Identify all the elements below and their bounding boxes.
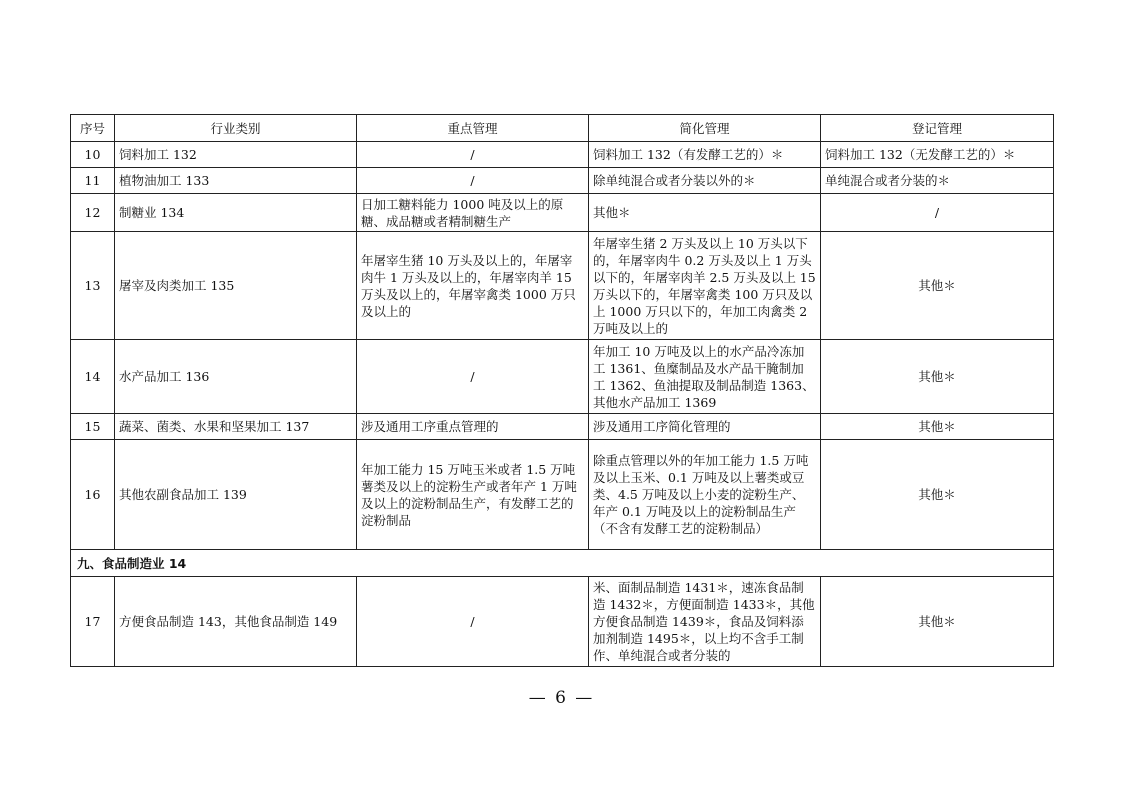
header-registration-management: 登记管理 [821, 115, 1054, 142]
row-num: 11 [71, 168, 115, 194]
row-register: 其他＊ [821, 577, 1054, 667]
row-key: 年屠宰生猪 10 万头及以上的，年屠宰肉牛 1 万头及以上的，年屠宰肉羊 15 万头及以上的，年屠宰禽类 1000 万只及以上的 [357, 232, 589, 340]
table-row [71, 168, 1054, 194]
row-key: / [357, 168, 589, 194]
row-simple: 涉及通用工序简化管理的 [589, 414, 821, 440]
header-simplified-management: 简化管理 [589, 115, 821, 142]
row-key: 年加工能力 15 万吨玉米或者 1.5 万吨薯类及以上的淀粉生产或者年产 1 万吨及以上的淀粉制品生产，有发酵工艺的淀粉制品 [357, 440, 589, 550]
row-simple: 除单纯混合或者分装以外的＊ [589, 168, 821, 194]
row-register: 饲料加工 132（无发酵工艺的）＊ [821, 142, 1054, 168]
row-simple: 饲料加工 132（有发酵工艺的）＊ [589, 142, 821, 168]
row-key: / [357, 340, 589, 414]
table-row [71, 440, 1054, 550]
table-header-row [71, 115, 1054, 142]
row-industry: 饲料加工 132 [115, 142, 357, 168]
header-num: 序号 [71, 115, 115, 142]
table-row [71, 142, 1054, 168]
section-heading-row [71, 550, 1054, 577]
row-register: 其他＊ [821, 440, 1054, 550]
row-register: 单纯混合或者分装的＊ [821, 168, 1054, 194]
table-row [71, 232, 1054, 340]
row-num: 10 [71, 142, 115, 168]
row-industry: 其他农副食品加工 139 [115, 440, 357, 550]
row-register: 其他＊ [821, 414, 1054, 440]
table-row [71, 340, 1054, 414]
table-row [71, 414, 1054, 440]
page-number: — 6 — [528, 688, 595, 708]
row-register: 其他＊ [821, 232, 1054, 340]
row-industry: 蔬菜、菌类、水果和坚果加工 137 [115, 414, 357, 440]
row-simple: 年加工 10 万吨及以上的水产品冷冻加工 1361、鱼糜制品及水产品干腌制加工 1362、鱼油提取及制品制造 1363、其他水产品加工 1369 [589, 340, 821, 414]
row-simple: 米、面制品制造 1431＊，速冻食品制造 1432＊，方便面制造 1433＊，其他方便食品制造 1439＊，食品及饲料添加剂制造 1495＊，以上均不含手工制作、单纯混合或者分装的 [589, 577, 821, 667]
row-industry: 制糖业 134 [115, 194, 357, 232]
row-industry: 方便食品制造 143，其他食品制造 149 [115, 577, 357, 667]
row-simple: 年屠宰生猪 2 万头及以上 10 万头以下的，年屠宰肉牛 0.2 万头及以上 1 万头以下的，年屠宰肉羊 2.5 万头及以上 15 万头以下的，年屠宰禽类 100 万只及以上 1000 万只以下的，年加工肉禽类 2 万吨及以上的 [589, 232, 821, 340]
row-key: / [357, 142, 589, 168]
table-row [71, 577, 1054, 667]
section-title: 九、食品制造业 14 [71, 550, 1054, 577]
row-industry: 屠宰及肉类加工 135 [115, 232, 357, 340]
row-register: / [821, 194, 1054, 232]
industry-classification-table [70, 114, 1054, 667]
row-register: 其他＊ [821, 340, 1054, 414]
row-key: / [357, 577, 589, 667]
header-key-management: 重点管理 [357, 115, 589, 142]
row-num: 14 [71, 340, 115, 414]
row-key: 日加工糖料能力 1000 吨及以上的原糖、成品糖或者精制糖生产 [357, 194, 589, 232]
row-num: 12 [71, 194, 115, 232]
row-key: 涉及通用工序重点管理的 [357, 414, 589, 440]
row-simple: 除重点管理以外的年加工能力 1.5 万吨及以上玉米、0.1 万吨及以上薯类或豆类、4.5 万吨及以上小麦的淀粉生产、年产 0.1 万吨及以上的淀粉制品生产（不含有发酵工艺的淀粉制品） [589, 440, 821, 550]
row-industry: 水产品加工 136 [115, 340, 357, 414]
row-num: 16 [71, 440, 115, 550]
row-num: 15 [71, 414, 115, 440]
row-num: 13 [71, 232, 115, 340]
header-industry: 行业类别 [115, 115, 357, 142]
row-simple: 其他＊ [589, 194, 821, 232]
table-row [71, 194, 1054, 232]
row-industry: 植物油加工 133 [115, 168, 357, 194]
row-num: 17 [71, 577, 115, 667]
